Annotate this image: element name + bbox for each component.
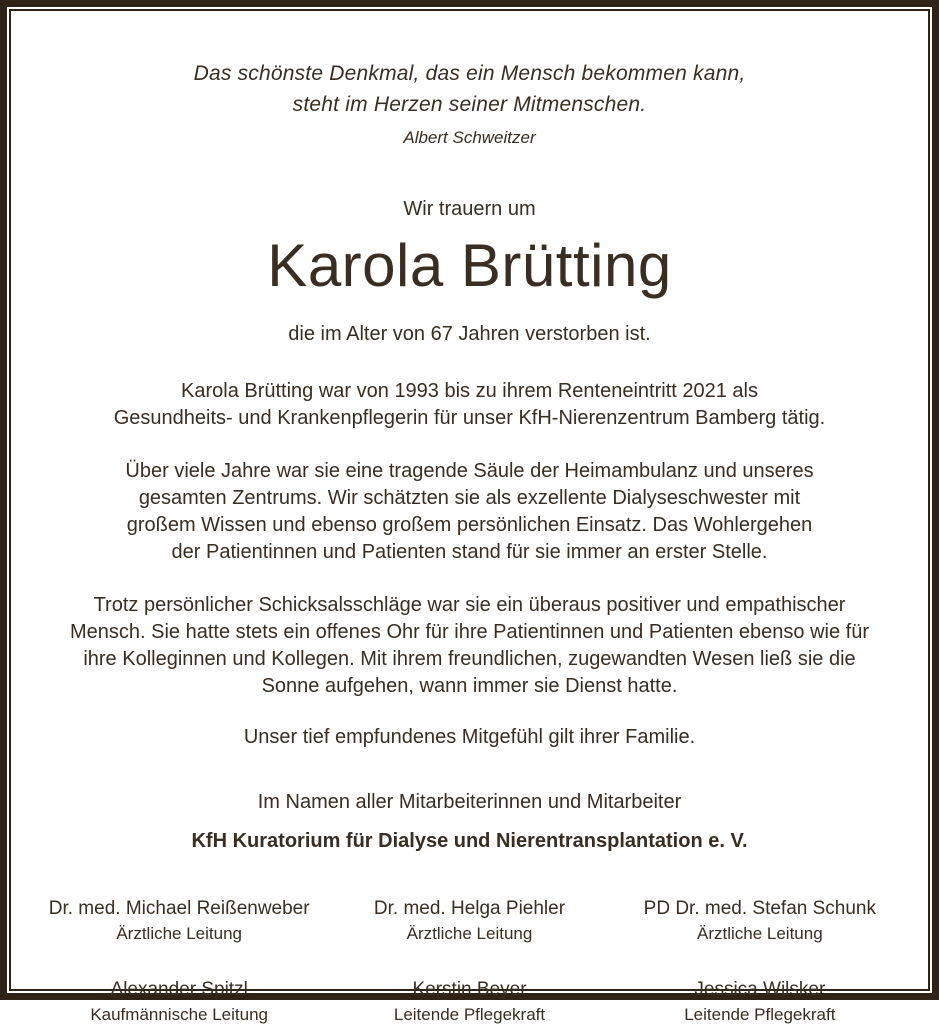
signatory-role: Leitende Pflegekraft <box>684 1005 836 1024</box>
character-paragraph-line-1: Trotz persönlicher Schicksalsschläge war sie ein überaus positiver und empathischer <box>93 594 846 616</box>
character-paragraph-line-4: Sonne aufgehen, wann immer sie Dienst hatte. <box>261 675 678 697</box>
signatories-section <box>11 897 928 1026</box>
signatory-name: Kerstin Beyer <box>412 979 527 1000</box>
signatory-schunk <box>620 897 900 945</box>
organization-name: KfH Kuratorium für Dialyse und Nierentransplantation e. V. <box>191 830 748 852</box>
signatory-reissenweber <box>39 897 319 945</box>
signatory-role: Ärztliche Leitung <box>116 924 242 943</box>
signatory-wilsker <box>620 978 900 1026</box>
signatory-name: Jessica Wilsker <box>694 979 826 1000</box>
tribute-paragraph-line-3: großem Wissen und ebenso großem persönlichen Einsatz. Das Wohlergehen <box>126 514 813 536</box>
signatory-role: Leitende Pflegekraft <box>393 1005 546 1024</box>
tribute-paragraph-line-4: der Patientinnen und Patienten stand für sie immer an erster Stelle. <box>171 541 768 563</box>
signatory-beyer <box>329 978 609 1026</box>
intro-line: Wir trauern um <box>403 198 536 220</box>
character-paragraph <box>11 592 928 700</box>
quote-line-1: Das schönste Denkmal, das ein Mensch bekommen kann, <box>193 62 746 85</box>
signatory-role: Ärztliche Leitung <box>406 924 533 943</box>
signatory-name: Alexander Spitzl <box>110 979 248 1000</box>
age-line: die im Alter von 67 Jahren verstorben ist. <box>288 323 651 345</box>
signatory-role: Ärztliche Leitung <box>696 924 823 943</box>
career-paragraph <box>11 378 928 432</box>
tribute-paragraph <box>11 458 928 566</box>
signatory-name: Dr. med. Helga Piehler <box>373 898 566 919</box>
signatory-name: PD Dr. med. Stefan Schunk <box>643 898 876 919</box>
quote-line-2: steht im Herzen seiner Mitmenschen. <box>292 93 647 116</box>
character-paragraph-line-3: ihre Kolleginnen und Kollegen. Mit ihrem freundlichen, zugewandten Wesen ließ sie die <box>83 648 856 670</box>
quote-attribution: Albert Schweitzer <box>403 128 536 147</box>
career-paragraph-line-1: Karola Brütting war von 1993 bis zu ihrem Renteneintritt 2021 als <box>181 380 758 402</box>
signatory-spitzl <box>39 978 319 1026</box>
inner-frame <box>9 9 930 1024</box>
signatory-piehler <box>329 897 609 945</box>
tribute-paragraph-line-2: gesamten Zentrums. Wir schätzten sie als exzellente Dialyseschwester mit <box>138 487 801 509</box>
behalf-line: Im Namen aller Mitarbeiterinnen und Mitarbeiter <box>257 791 682 813</box>
signatory-name: Dr. med. Michael Reißenweber <box>48 898 310 919</box>
tribute-paragraph-line-1: Über viele Jahre war sie eine tragende Säule der Heimambulanz und unseres <box>125 460 814 482</box>
signatory-role: Kaufmännische Leitung <box>90 1005 268 1024</box>
memorial-quote <box>11 58 928 148</box>
career-paragraph-line-2: Gesundheits- und Krankenpflegerin für unser KfH-Nierenzentrum Bamberg tätig. <box>113 407 826 429</box>
character-paragraph-line-2: Mensch. Sie hatte stets ein offenes Ohr für ihre Patientinnen und Patienten ebenso wie für <box>69 621 869 643</box>
deceased-name: Karola Brütting <box>267 232 672 299</box>
condolence-line: Unser tief empfundenes Mitgefühl gilt ihrer Familie. <box>243 726 696 748</box>
